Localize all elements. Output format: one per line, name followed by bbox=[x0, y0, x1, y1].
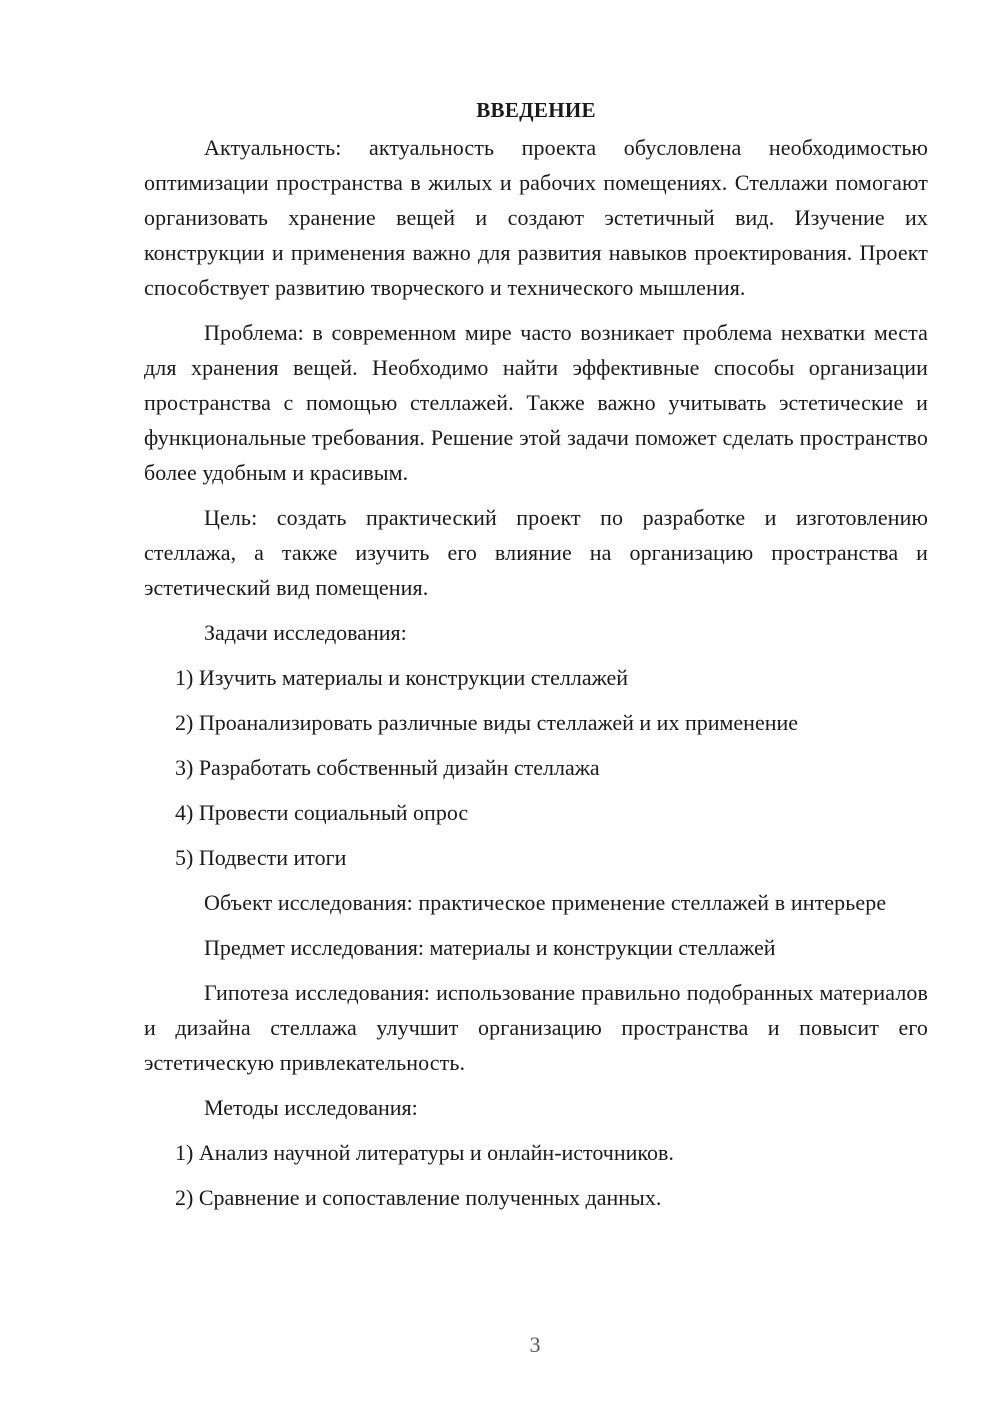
page-number: 3 bbox=[529, 1332, 541, 1357]
list-item: 1) Анализ научной литературы и онлайн-источников. bbox=[175, 1140, 674, 1165]
paragraph-hypothesis: Гипотеза исследования: использование правильно подобранных материалов и дизайна стеллажа улучшит организацию пространства и повысит его эстетическую привлекательность. bbox=[144, 980, 928, 1075]
paragraph-subject: Предмет исследования: материалы и конструкции стеллажей bbox=[204, 935, 776, 960]
section-heading: ВВЕДЕНИЕ bbox=[476, 98, 596, 122]
list-item: 1) Изучить материалы и конструкции стеллажей bbox=[175, 665, 629, 690]
tasks-title: Задачи исследования: bbox=[204, 620, 407, 645]
list-item: 2) Проанализировать различные виды стеллажей и их применение bbox=[175, 710, 799, 735]
list-item: 2) Сравнение и сопоставление полученных данных. bbox=[175, 1185, 662, 1210]
list-item: 3) Разработать собственный дизайн стеллажа bbox=[175, 755, 600, 780]
tasks-list bbox=[144, 660, 928, 875]
paragraph-problem: Проблема: в современном мире часто возникает проблема нехватки места для хранения вещей. Необходимо найти эффективные способы организации пространства с помощью стеллажей. Также важно учитывать эстетические и функциональные требования. Решение этой задачи поможет сделать пространство более удобным и красивым. bbox=[144, 320, 928, 485]
list-item: 5) Подвести итоги bbox=[175, 845, 347, 870]
paragraph-object: Объект исследования: практическое применение стеллажей в интерьере bbox=[204, 890, 887, 915]
page-content bbox=[144, 93, 928, 1225]
methods-list bbox=[144, 1135, 928, 1215]
paragraph-goal: Цель: создать практический проект по разработке и изготовлению стеллажа, а также изучить его влияние на организацию пространства и эстетический вид помещения. bbox=[144, 505, 928, 600]
methods-title: Методы исследования: bbox=[204, 1095, 418, 1120]
list-item: 4) Провести социальный опрос bbox=[175, 800, 469, 825]
paragraph-relevance: Актуальность: актуальность проекта обусловлена необходимостью оптимизации пространства в жилых и рабочих помещениях. Стеллажи помогают организовать хранение вещей и создают эстетичный вид. Изучение их конструкции и применения важно для развития навыков проектирования. Проект способствует развитию творческого и технического мышления. bbox=[144, 135, 928, 300]
